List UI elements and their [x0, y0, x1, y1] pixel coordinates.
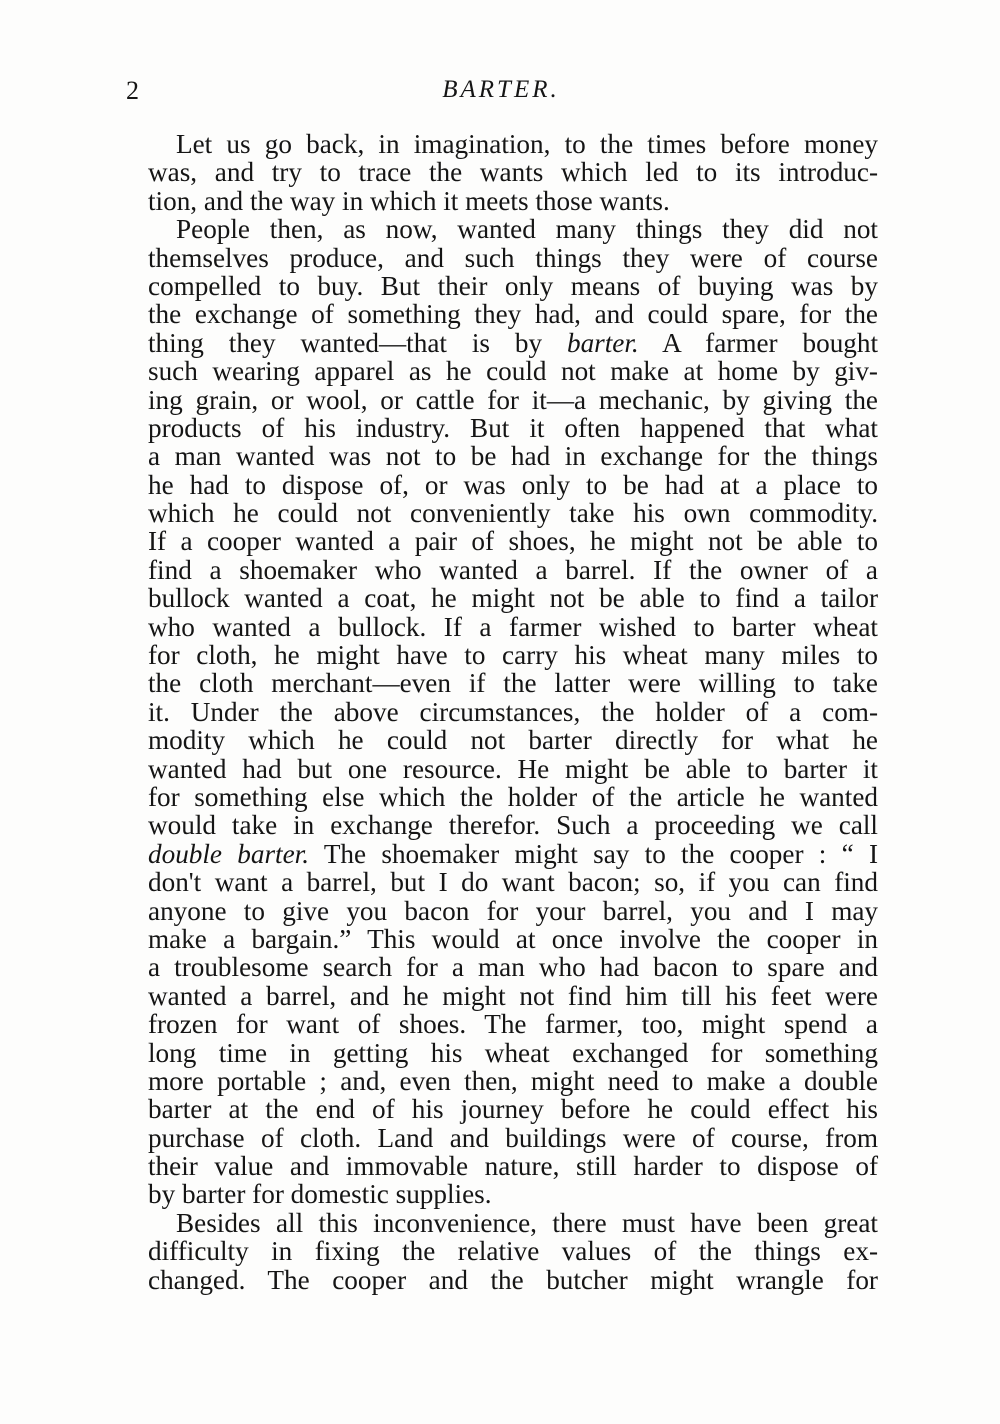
paragraph-1 [120, 130, 878, 215]
text-line: changed. The cooper and the butcher might wrangle for [148, 1264, 878, 1295]
text-line: was, and try to trace the wants which led to its introduc- [148, 157, 878, 188]
text-line: don't want a barrel, but I do want bacon; so, if you can find [148, 867, 878, 898]
text-line: the cloth merchant—even if the latter were willing to take [148, 668, 878, 699]
text-line: frozen for want of shoes. The farmer, too, might spend a [148, 1009, 878, 1040]
text-line: he had to dispose of, or was only to be had at a place to [148, 469, 878, 500]
text-line: purchase of cloth. Land and buildings were of course, from [148, 1122, 878, 1153]
text-line: would take in exchange therefor. Such a proceeding we call [148, 810, 878, 841]
body-text [120, 130, 878, 1294]
text-line: by barter for domestic supplies. [148, 1179, 492, 1210]
text-segment: A farmer bought [662, 327, 879, 358]
text-line: products of his industry. But it often happened that what [148, 412, 878, 443]
text-line: barter at the end of his journey before he could effect his [148, 1094, 878, 1125]
text-line: ing grain, or wool, or cattle for it—a mechanic, by giving the [148, 384, 878, 415]
text-line: anyone to give you bacon for your barrel, you and I may [148, 895, 878, 926]
text-line: make a bargain.” This would at once involve the cooper in [148, 923, 878, 954]
text-line: who wanted a bullock. If a farmer wished to barter wheat [148, 611, 878, 642]
text-line-double-barter [120, 840, 878, 868]
text-line: the exchange of something they had, and could spare, for the [148, 299, 878, 330]
text-segment: thing they wanted—that is by [148, 327, 543, 358]
text-line: wanted had but one resource. He might be able to barter it [148, 753, 878, 784]
running-head [126, 76, 876, 110]
text-line: If a cooper wanted a pair of shoes, he might not be able to [148, 526, 878, 557]
text-line: more portable ; and, even then, might need to make a double [148, 1065, 878, 1096]
text-line: difficulty in fixing the relative values of the things ex- [148, 1236, 878, 1267]
text-line: tion, and the way in which it meets those wants. [148, 185, 670, 216]
text-line: themselves produce, and such things they were of course [148, 242, 878, 273]
text-line: it. Under the above circumstances, the holder of a com- [148, 696, 878, 727]
text-line: modity which he could not barter directly for what he [148, 725, 878, 756]
text-line: which he could not conveniently take his own commodity. [148, 498, 878, 529]
italic-term-barter: barter. [566, 327, 639, 358]
text-line: their value and immovable nature, still harder to dispose of [148, 1151, 878, 1182]
text-line: compelled to buy. But their only means of buying was by [148, 270, 878, 301]
text-line: for something else which the holder of the article he wanted [148, 781, 878, 812]
running-title: BARTER. [442, 76, 560, 103]
text-line: for cloth, he might have to carry his wheat many miles to [148, 640, 878, 671]
text-line: a troublesome search for a man who had bacon to spare and [148, 952, 878, 983]
text-line: bullock wanted a coat, he might not be able to find a tailor [148, 583, 878, 614]
text-line-barter [120, 329, 878, 357]
text-line: People then, as now, wanted many things they did not [176, 214, 878, 245]
page-number: 2 [126, 76, 139, 105]
text-line: such wearing apparel as he could not make at home by giv- [148, 356, 878, 387]
text-line: find a shoemaker who wanted a barrel. If the owner of a [148, 554, 878, 585]
text-line: long time in getting his wheat exchanged for something [148, 1037, 878, 1068]
text-line: a man wanted was not to be had in exchange for the things [148, 441, 878, 472]
text-line: wanted a barrel, and he might not find him till his feet were [148, 980, 878, 1011]
text-line: Let us go back, in imagination, to the times before money [176, 129, 878, 159]
text-line: Besides all this inconvenience, there must have been great [176, 1207, 878, 1238]
paragraph-2 [120, 215, 878, 1209]
italic-term-double-barter: double barter. [148, 838, 310, 869]
text-segment: The shoemaker might say to the cooper : “ I [323, 838, 879, 869]
paragraph-3 [120, 1209, 878, 1294]
